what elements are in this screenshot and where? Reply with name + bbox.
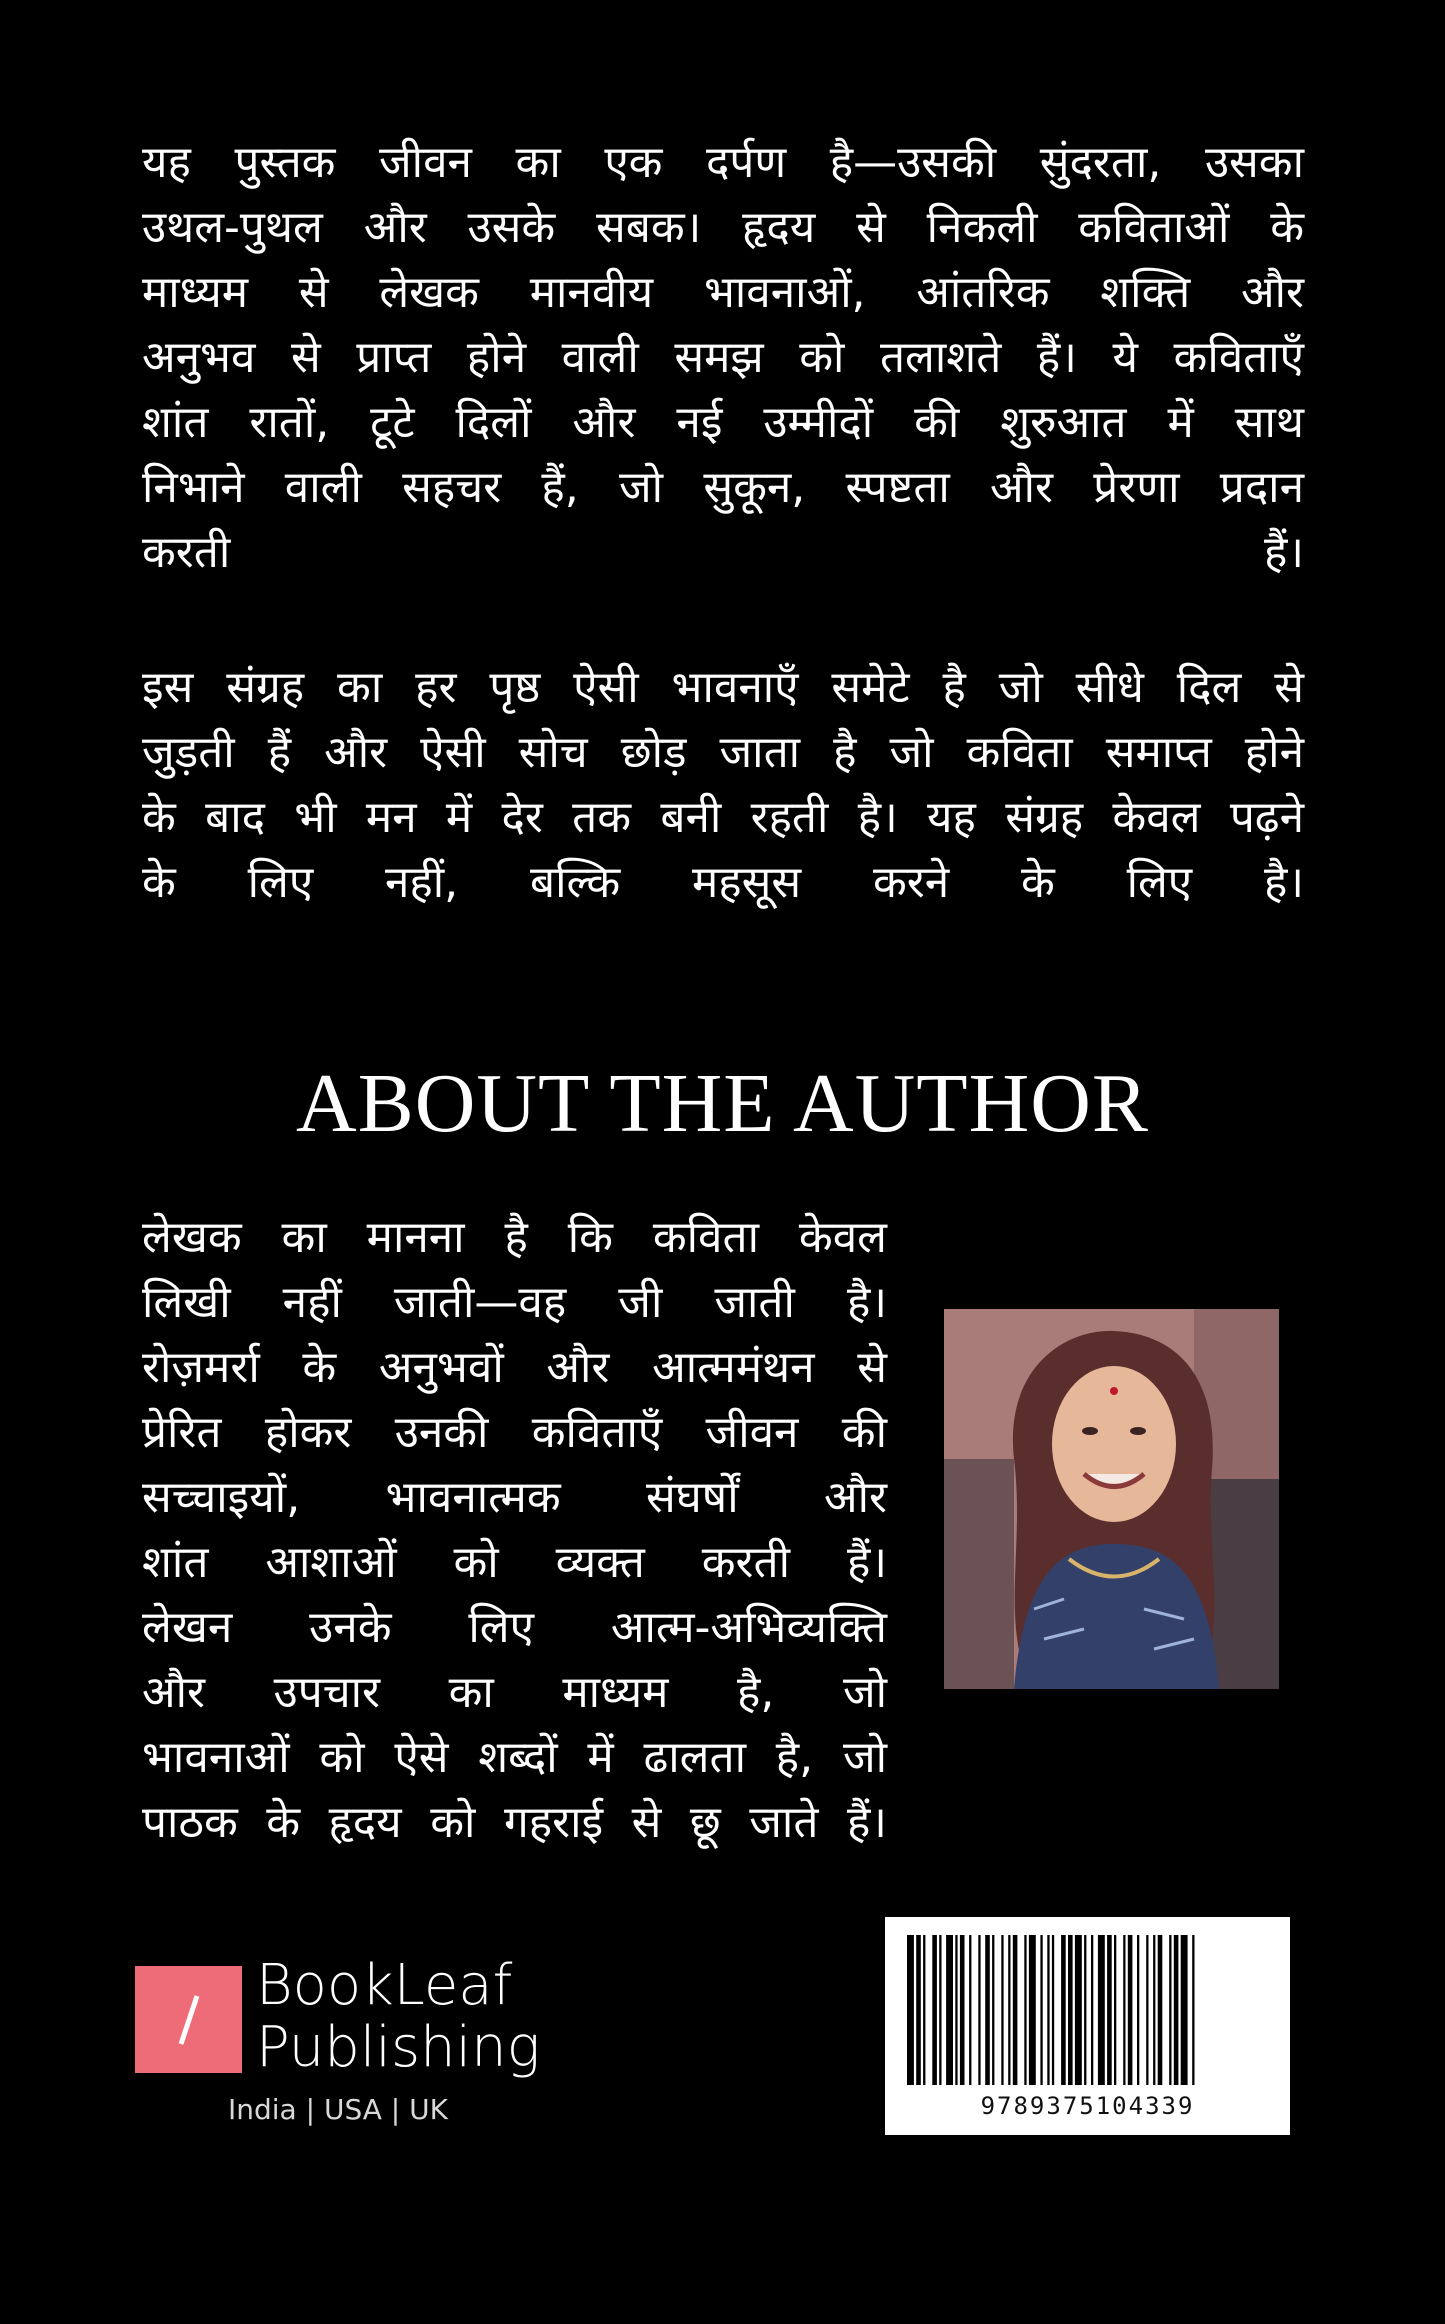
text-line: सच्चाइयों, भावनात्मक संघर्षों और — [142, 1472, 887, 1523]
barcode-bar — [1174, 1935, 1179, 2085]
text-line: शांत आशाओं को व्यक्त करती हैं। — [142, 1537, 887, 1588]
barcode-bar — [1128, 1935, 1133, 2085]
barcode-bar — [1047, 1935, 1049, 2085]
barcode-bar — [1158, 1935, 1163, 2085]
barcode-bar — [1146, 1935, 1148, 2085]
text-line: माध्यम से लेखक मानवीय भावनाओं, आंतरिक शक्ति और — [142, 267, 1304, 318]
barcode-bar — [916, 1935, 921, 2085]
slash-icon — [135, 1966, 242, 2073]
publisher-name-line-2: Publishing — [256, 2015, 541, 2080]
text-line: लिखी नहीं जाती—वह जी जाती है। — [142, 1277, 887, 1328]
barcode-bar — [969, 1935, 971, 2085]
text-line: इस संग्रह का हर पृष्ठ ऐसी भावनाएँ समेटे है जो सीधे दिल से — [142, 662, 1304, 713]
publisher-logo — [135, 1966, 242, 2073]
barcode — [885, 1917, 1290, 2135]
isbn-number: 9789375104339 — [980, 2092, 1195, 2120]
publisher-name-line-1: BookLeaf — [256, 1953, 513, 2018]
barcode-bar — [960, 1935, 965, 2085]
text-line: करती हैं। — [142, 527, 1304, 578]
barcode-bar — [992, 1935, 994, 2085]
barcode-bar — [1013, 1935, 1018, 2085]
description-paragraph-2 — [142, 655, 1304, 915]
barcode-bar — [1107, 1935, 1112, 2085]
text-line: शांत रातों, टूटे दिलों और नई उम्मीदों की शुरुआत में साथ — [142, 397, 1304, 448]
text-line: के बाद भी मन में देर तक बनी रहती है। यह संग्रह केवल पढ़ने — [142, 792, 1304, 843]
text-line: प्रेरित होकर उनकी कविताएँ जीवन की — [142, 1407, 887, 1458]
barcode-bar — [955, 1935, 957, 2085]
barcode-bar — [1084, 1935, 1086, 2085]
barcode-bar — [1008, 1935, 1010, 2085]
barcode-bar — [1029, 1935, 1036, 2085]
author-bio — [142, 1205, 887, 1855]
barcode-bar — [1075, 1935, 1082, 2085]
text-line: रोज़मर्रा के अनुभवों और आत्ममंथन से — [142, 1342, 887, 1393]
barcode-bar — [1098, 1935, 1105, 2085]
barcode-bar — [946, 1935, 953, 2085]
text-line: भावनाओं को ऐसे शब्दों में ढालता है, जो — [142, 1732, 887, 1783]
text-line: और उपचार का माध्यम है, जो — [142, 1667, 887, 1718]
text-line: पाठक के हृदय को गहराई से छू जाते हैं। — [142, 1797, 887, 1848]
about-author-heading: ABOUT THE AUTHOR — [296, 1057, 1149, 1150]
barcode-bar — [1153, 1935, 1155, 2085]
barcode-bar — [1181, 1935, 1188, 2085]
barcode-bar — [1091, 1935, 1093, 2085]
text-line: के लिए नहीं, बल्कि महसूस करने के लिए है। — [142, 857, 1304, 908]
text-line: अनुभव से प्राप्त होने वाली समझ को तलाशते हैं। ये कविताएँ — [142, 332, 1304, 383]
barcode-bar — [1061, 1935, 1066, 2085]
publisher-regions: India | USA | UK — [228, 2093, 448, 2126]
barcode-bar — [985, 1935, 990, 2085]
barcode-bar — [1001, 1935, 1003, 2085]
barcode-bar — [1192, 1935, 1194, 2085]
barcode-bar — [1114, 1935, 1116, 2085]
text-line: यह पुस्तक जीवन का एक दर्पण है—उसकी सुंदरता, उसका — [142, 137, 1304, 188]
description-paragraph-1 — [142, 130, 1304, 585]
barcode-bar — [1123, 1935, 1125, 2085]
barcode-bar — [1024, 1935, 1026, 2085]
author-portrait-illustration — [944, 1309, 1279, 1689]
barcode-bar — [932, 1935, 937, 2085]
text-line: जुड़ती हैं और ऐसी सोच छोड़ जाता है जो कविता समाप्त होने — [142, 727, 1304, 778]
barcode-bar — [1137, 1935, 1139, 2085]
author-photo — [944, 1309, 1279, 1689]
text-line: लेखन उनके लिए आत्म-अभिव्यक्ति — [142, 1602, 887, 1653]
text-line: निभाने वाली सहचर हैं, जो सुकून, स्पष्टता और प्रेरणा प्रदान — [142, 462, 1304, 513]
text-line: उथल-पुथल और उसके सबक। हृदय से निकली कविताओं के — [142, 202, 1304, 253]
barcode-bar — [1169, 1935, 1171, 2085]
barcode-bar — [907, 1935, 914, 2085]
barcode-bar — [1068, 1935, 1073, 2085]
barcode-bar — [978, 1935, 980, 2085]
barcode-bar — [923, 1935, 925, 2085]
publisher-name — [256, 1955, 540, 2079]
barcode-bar — [939, 1935, 941, 2085]
barcode-bar — [1040, 1935, 1042, 2085]
text-line: लेखक का मानना है कि कविता केवल — [142, 1212, 887, 1263]
barcode-bar — [1052, 1935, 1054, 2085]
